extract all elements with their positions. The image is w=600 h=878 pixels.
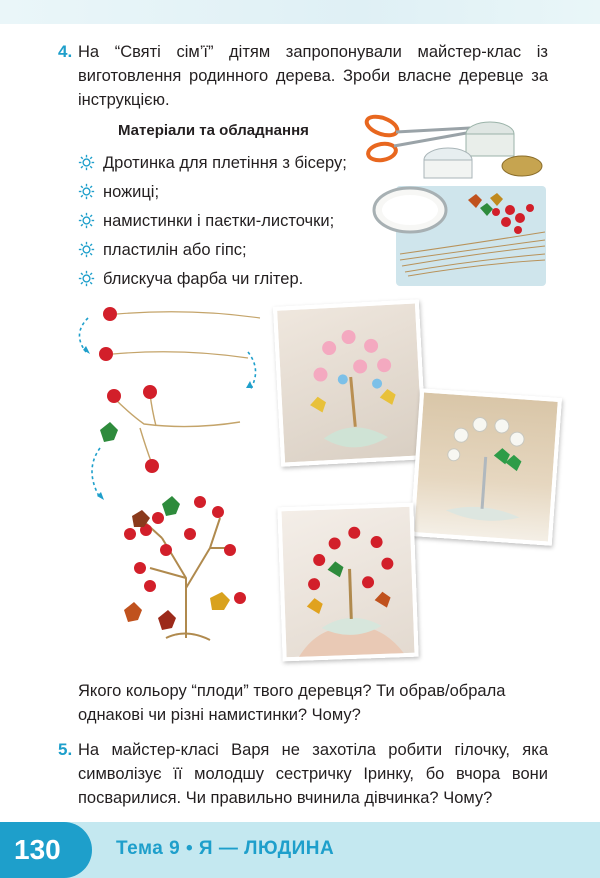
- task-5: [58, 738, 548, 810]
- question-text: Якого кольору “плоди” твого деревця? Ти обрав/обрала однакові чи різні намистинки? Чому?: [78, 682, 506, 724]
- tree-photo-red-beads: [277, 503, 418, 662]
- materials-list-item: [78, 177, 347, 206]
- footer-topic: Тема 9 • Я — ЛЮДИНА: [116, 838, 335, 859]
- materials-title: Матеріали та обладнання: [118, 122, 309, 139]
- scissors: [364, 113, 400, 162]
- materials-illustration: [360, 104, 550, 290]
- wire-strands: [400, 232, 545, 276]
- sun-bullet-icon: [78, 241, 95, 258]
- material-text: блискуча фарба чи глітер.: [103, 269, 304, 288]
- task-5-text: На майстер-класі Варя не захотіла робити гілочку, яка символізує її молодшу сестричку Іринку, бо вчора вони посварилися. Чи правильно вчинила дівчинка? Чому?: [78, 741, 548, 807]
- material-text: намистинки і паєтки-листочки;: [103, 211, 335, 230]
- task-5-number: 5.: [58, 740, 73, 759]
- sun-bullet-icon: [78, 212, 95, 229]
- page-number: 130: [14, 834, 61, 865]
- materials-list-item: [78, 206, 347, 235]
- material-text: ножиці;: [103, 182, 160, 201]
- sun-bullet-icon: [78, 183, 95, 200]
- task-4-text: На “Святі сім’ї” дітям запропонували майстер-клас із виготовлення родинного дерева. Зроби власне деревце за інструкцією.: [78, 43, 548, 109]
- task-4: [58, 40, 548, 112]
- beads: [492, 204, 534, 234]
- material-text: Дротинка для плетіння з бісеру;: [103, 153, 347, 172]
- tree-photo-white-beads: [410, 388, 562, 546]
- tree-steps-illustration: [70, 298, 270, 670]
- top-band: [0, 0, 600, 24]
- materials-list-item: [78, 264, 347, 293]
- materials-list-item: [78, 235, 347, 264]
- material-text: пластилін або гіпс;: [103, 240, 247, 259]
- materials-list-item: [78, 148, 347, 177]
- red-bead-tree: [281, 507, 414, 657]
- white-bead-tree: [414, 392, 557, 541]
- task-4-number: 4.: [58, 42, 73, 61]
- sun-bullet-icon: [78, 270, 95, 287]
- tree-photo-pink-beads: [273, 299, 427, 466]
- pink-bead-tree: [277, 303, 423, 462]
- sun-bullet-icon: [78, 154, 95, 171]
- materials-list: [78, 148, 347, 293]
